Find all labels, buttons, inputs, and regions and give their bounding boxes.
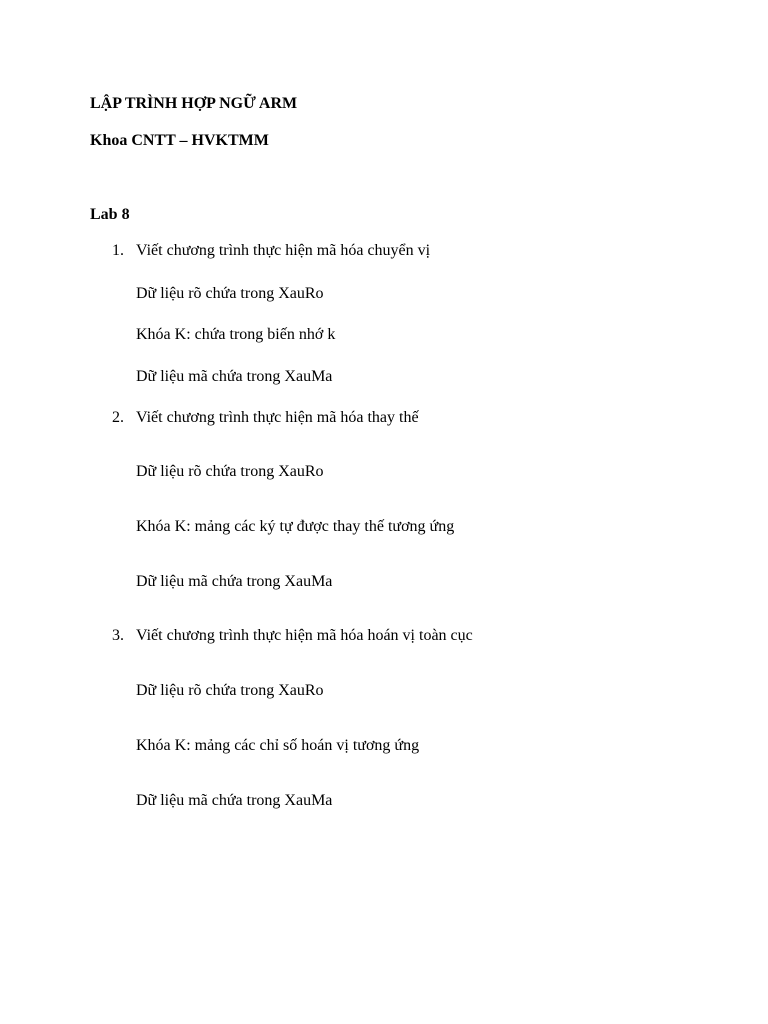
list-item-detail: Dữ liệu mã chứa trong XauMa: [136, 792, 333, 809]
list-item-detail: Khóa K: mảng các ký tự được thay thế tương ứng: [136, 518, 455, 535]
list-item-detail: Dữ liệu rõ chứa trong XauRo: [136, 463, 324, 480]
list-item-task: Viết chương trình thực hiện mã hóa chuyển vị: [136, 242, 431, 259]
list-item-detail: Dữ liệu mã chứa trong XauMa: [136, 573, 333, 590]
list-item-task: Viết chương trình thực hiện mã hóa hoán vị toàn cục: [136, 627, 473, 644]
list-item-detail: Dữ liệu mã chứa trong XauMa: [136, 368, 333, 385]
lab-heading: Lab 8: [90, 206, 130, 223]
list-item-number: 2.: [112, 409, 124, 426]
list-item-detail: Dữ liệu rõ chứa trong XauRo: [136, 682, 324, 699]
list-item-task: Viết chương trình thực hiện mã hóa thay thế: [136, 409, 419, 426]
list-item-number: 3.: [112, 627, 124, 644]
list-item-detail: Khóa K: chứa trong biến nhớ k: [136, 326, 336, 343]
list-item-number: 1.: [112, 242, 124, 259]
list-item-detail: Dữ liệu rõ chứa trong XauRo: [136, 285, 324, 302]
document-title: LẬP TRÌNH HỢP NGỮ ARM: [90, 95, 298, 112]
document-subtitle: Khoa CNTT – HVKTMM: [90, 132, 269, 149]
list-item-detail: Khóa K: mảng các chỉ số hoán vị tương ứng: [136, 737, 420, 754]
